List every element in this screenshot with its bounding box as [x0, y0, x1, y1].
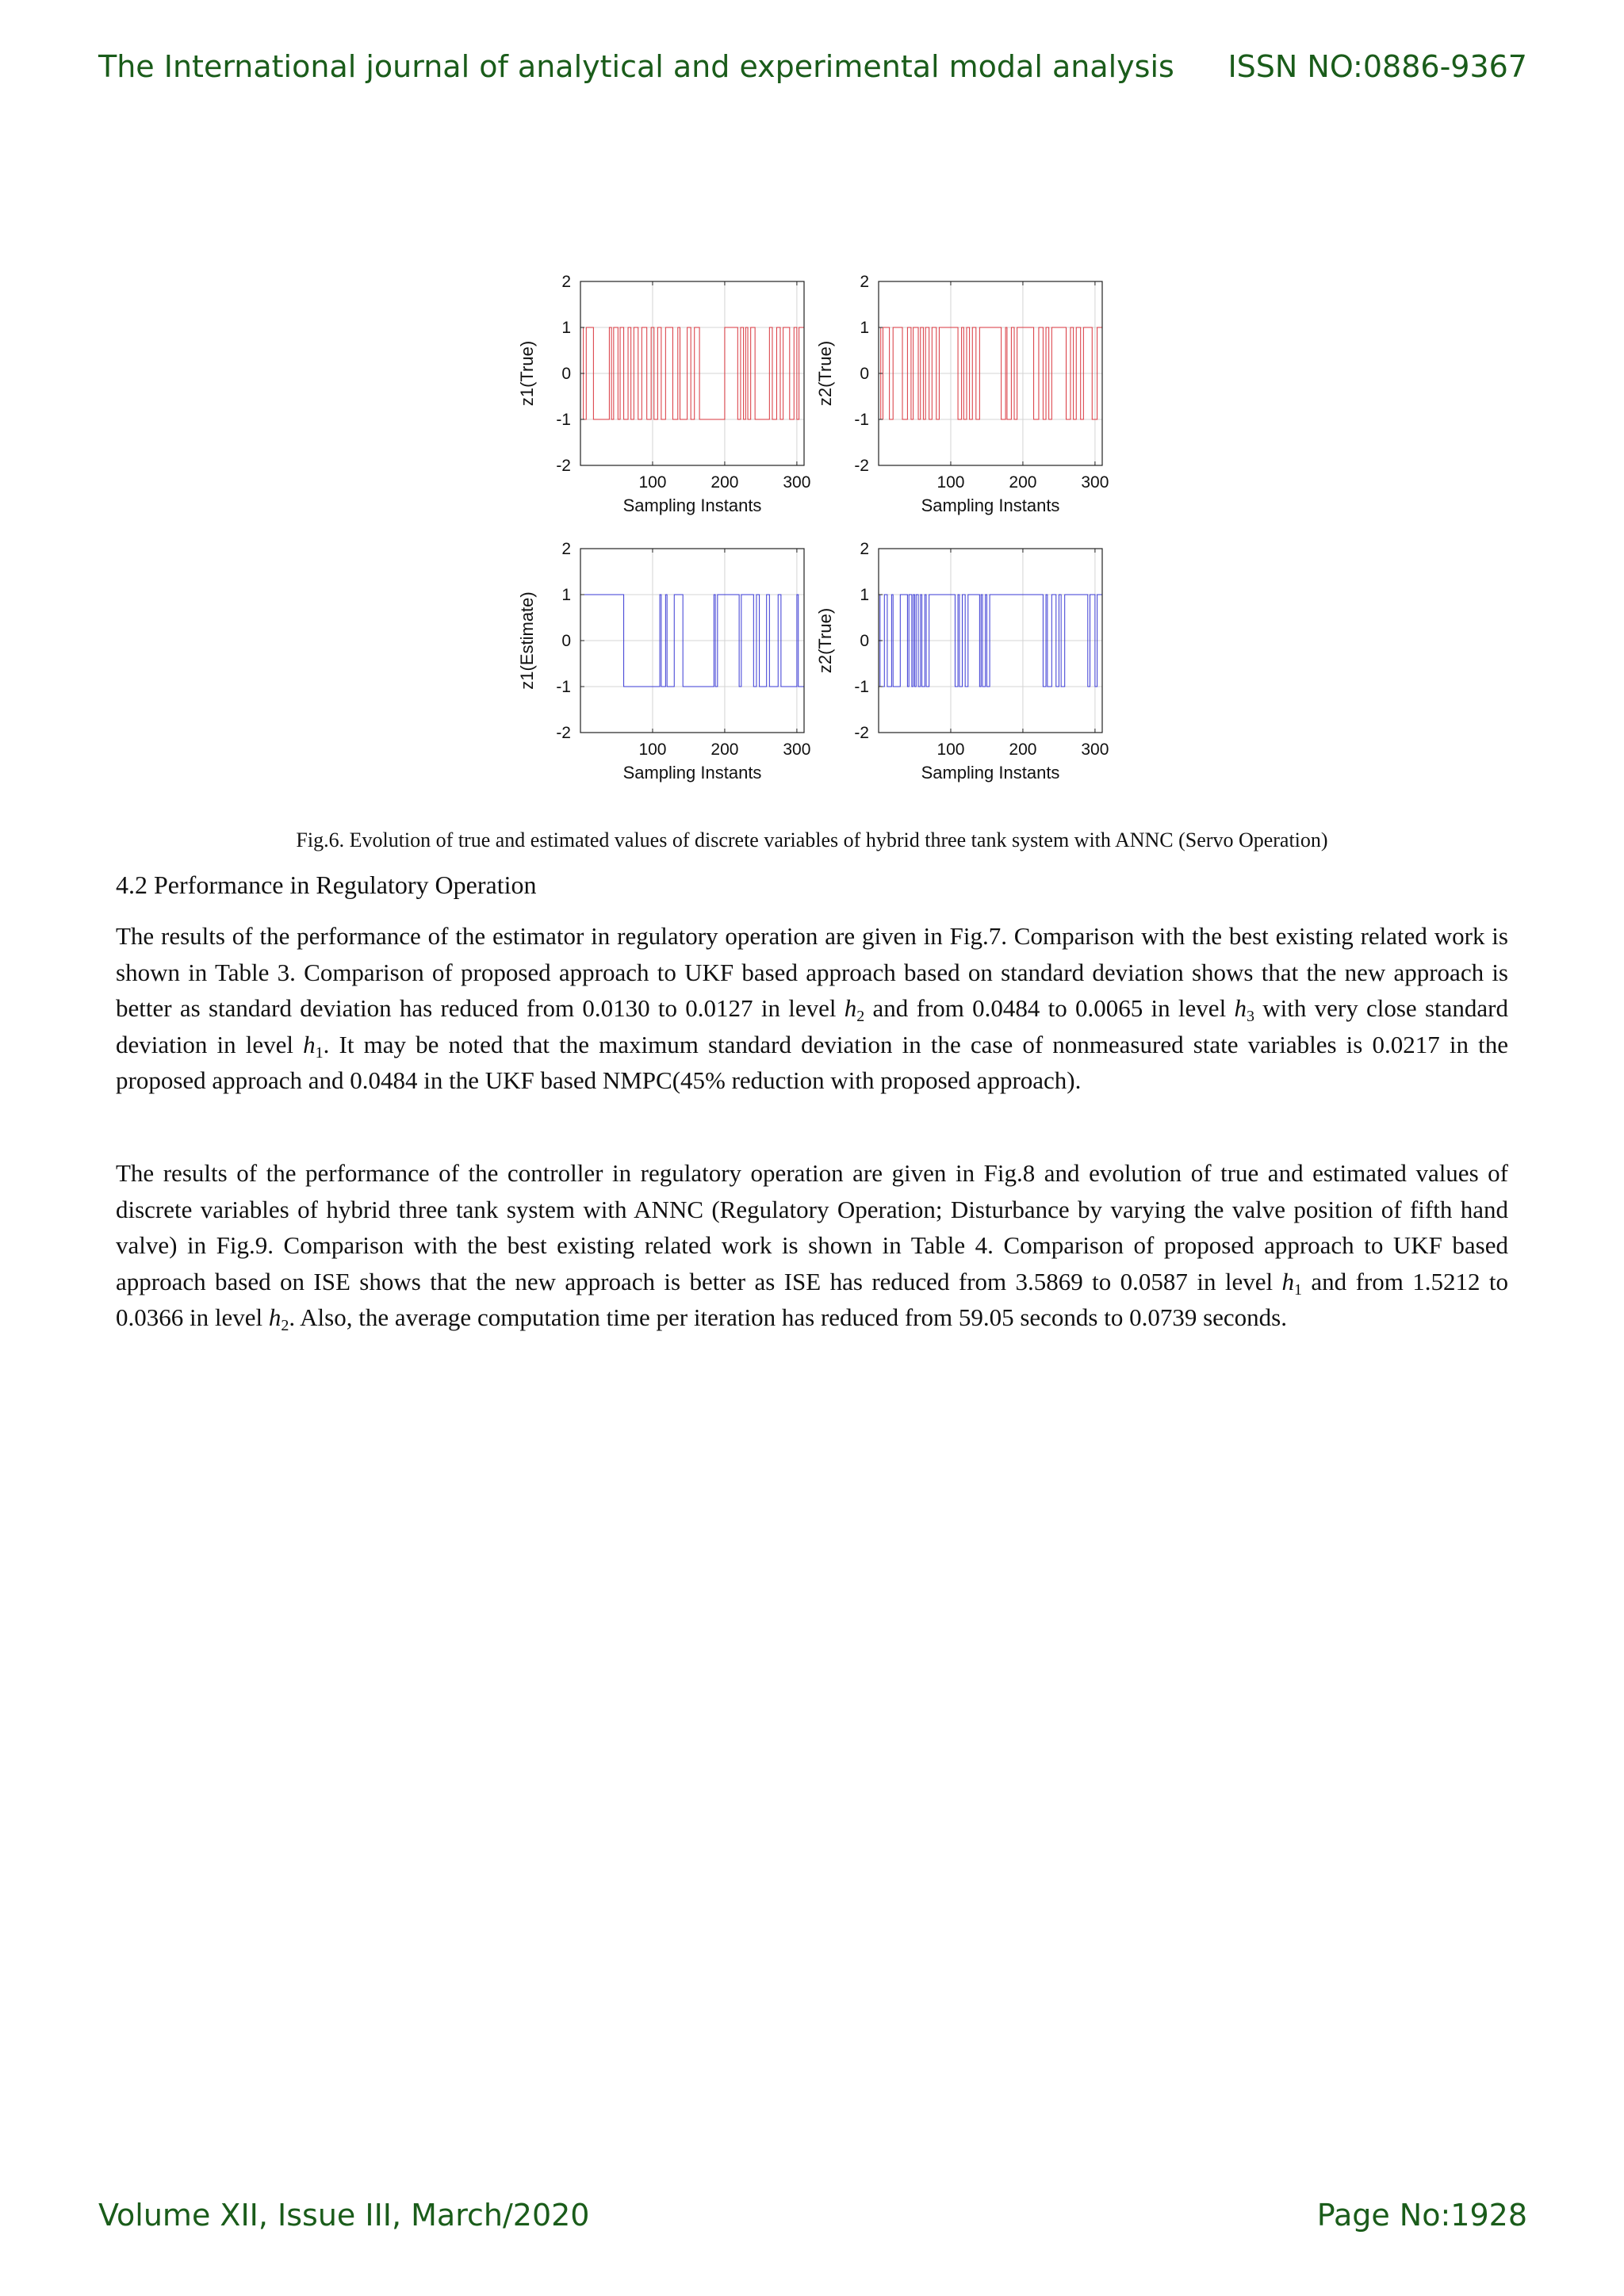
y-tick-label: -2: [556, 457, 571, 475]
y-tick-label: -1: [556, 411, 571, 429]
x-tick-label: 300: [783, 740, 811, 759]
figure-caption: Fig.6. Evolution of true and estimated values of discrete variables of hybrid three tank system with ANNC (Servo Operation): [296, 828, 1328, 851]
y-tick-label: -2: [854, 724, 869, 742]
y-axis-label: z1(True): [517, 340, 537, 407]
y-tick-label: 1: [860, 586, 869, 604]
paragraph-estimator: The results of the performance of the estimator in regulatory operation are given in Fig.7. Comparison with the best existing related work is shown in Table 3. Comparison of proposed approach to UKF based approach based on standard deviation shows that the new approach is better as standard deviation has reduced from 0.0130 to 0.0127 in level $h_2$ and from 0.0484 to 0.0065 in level $h_3$ with very close standard deviation in level $h_1$. It may be noted that the maximum standard deviation in the case of nonmeasured state variables is 0.0217 in the proposed approach and 0.0484 in the UKF based NMPC(45% reduction with proposed approach).: [116, 922, 1508, 1094]
y-tick-label: -2: [854, 457, 869, 475]
x-tick-label: 200: [710, 473, 739, 492]
y-tick-label: 2: [860, 273, 869, 291]
journal-title: The International journal of analytical and experimental modal analysis: [98, 49, 1174, 84]
y-axis-label: z2(True): [815, 607, 835, 674]
issn-number: ISSN NO:0886-9367: [1228, 49, 1527, 84]
y-tick-label: 0: [561, 365, 571, 383]
y-tick-label: -2: [556, 724, 571, 742]
y-tick-label: 1: [860, 319, 869, 337]
footer-volume: Volume XII, Issue III, March/2020: [98, 2198, 590, 2233]
x-tick-label: 300: [783, 473, 811, 492]
x-axis-label: Sampling Instants: [622, 763, 762, 783]
x-tick-label: 100: [638, 473, 667, 492]
y-tick-label: 0: [860, 632, 869, 650]
figure-6: [508, 266, 1126, 805]
paragraph-controller: The results of the performance of the controller in regulatory operation are given in Fig.8 and evolution of true and estimated values of discrete variables of hybrid three tank system with ANNC (Regulatory Operation; Disturbance by varying the valve position of fifth hand valve) in Fig.9. Comparison with the best existing related work is shown in Table 4. Comparison of proposed approach to UKF based approach based on ISE shows that the new approach is better as ISE has reduced from 3.5869 to 0.0587 in level $h_1$ and from 1.5212 to 0.0366 in level $h_2$. Also, the average computation time per iteration has reduced from 59.05 seconds to 0.0739 seconds.: [116, 1159, 1508, 1334]
x-tick-label: 300: [1081, 740, 1109, 759]
x-axis-label: Sampling Instants: [622, 496, 762, 515]
y-tick-label: 1: [561, 319, 571, 337]
y-axis-label: z1(Estimate): [517, 591, 537, 690]
x-tick-label: 100: [638, 740, 667, 759]
x-tick-label: 200: [710, 740, 739, 759]
x-axis-label: Sampling Instants: [921, 763, 1060, 783]
y-tick-label: -1: [854, 678, 869, 696]
y-tick-label: -1: [556, 678, 571, 696]
y-tick-label: 0: [860, 365, 869, 383]
y-axis-label: z2(True): [815, 340, 835, 407]
x-tick-label: 300: [1081, 473, 1109, 492]
x-tick-label: 200: [1009, 473, 1037, 492]
section-heading: 4.2 Performance in Regulatory Operation: [116, 871, 537, 899]
y-tick-label: 2: [860, 540, 869, 558]
y-tick-label: -1: [854, 411, 869, 429]
y-tick-label: 0: [561, 632, 571, 650]
x-axis-label: Sampling Instants: [921, 496, 1060, 515]
y-tick-label: 2: [561, 273, 571, 291]
y-tick-label: 2: [561, 540, 571, 558]
x-tick-label: 100: [936, 740, 965, 759]
footer-page-number: Page No:1928: [1316, 2198, 1527, 2233]
figure-6-plots: [508, 266, 1126, 805]
x-tick-label: 100: [936, 473, 965, 492]
y-tick-label: 1: [561, 586, 571, 604]
x-tick-label: 200: [1009, 740, 1037, 759]
